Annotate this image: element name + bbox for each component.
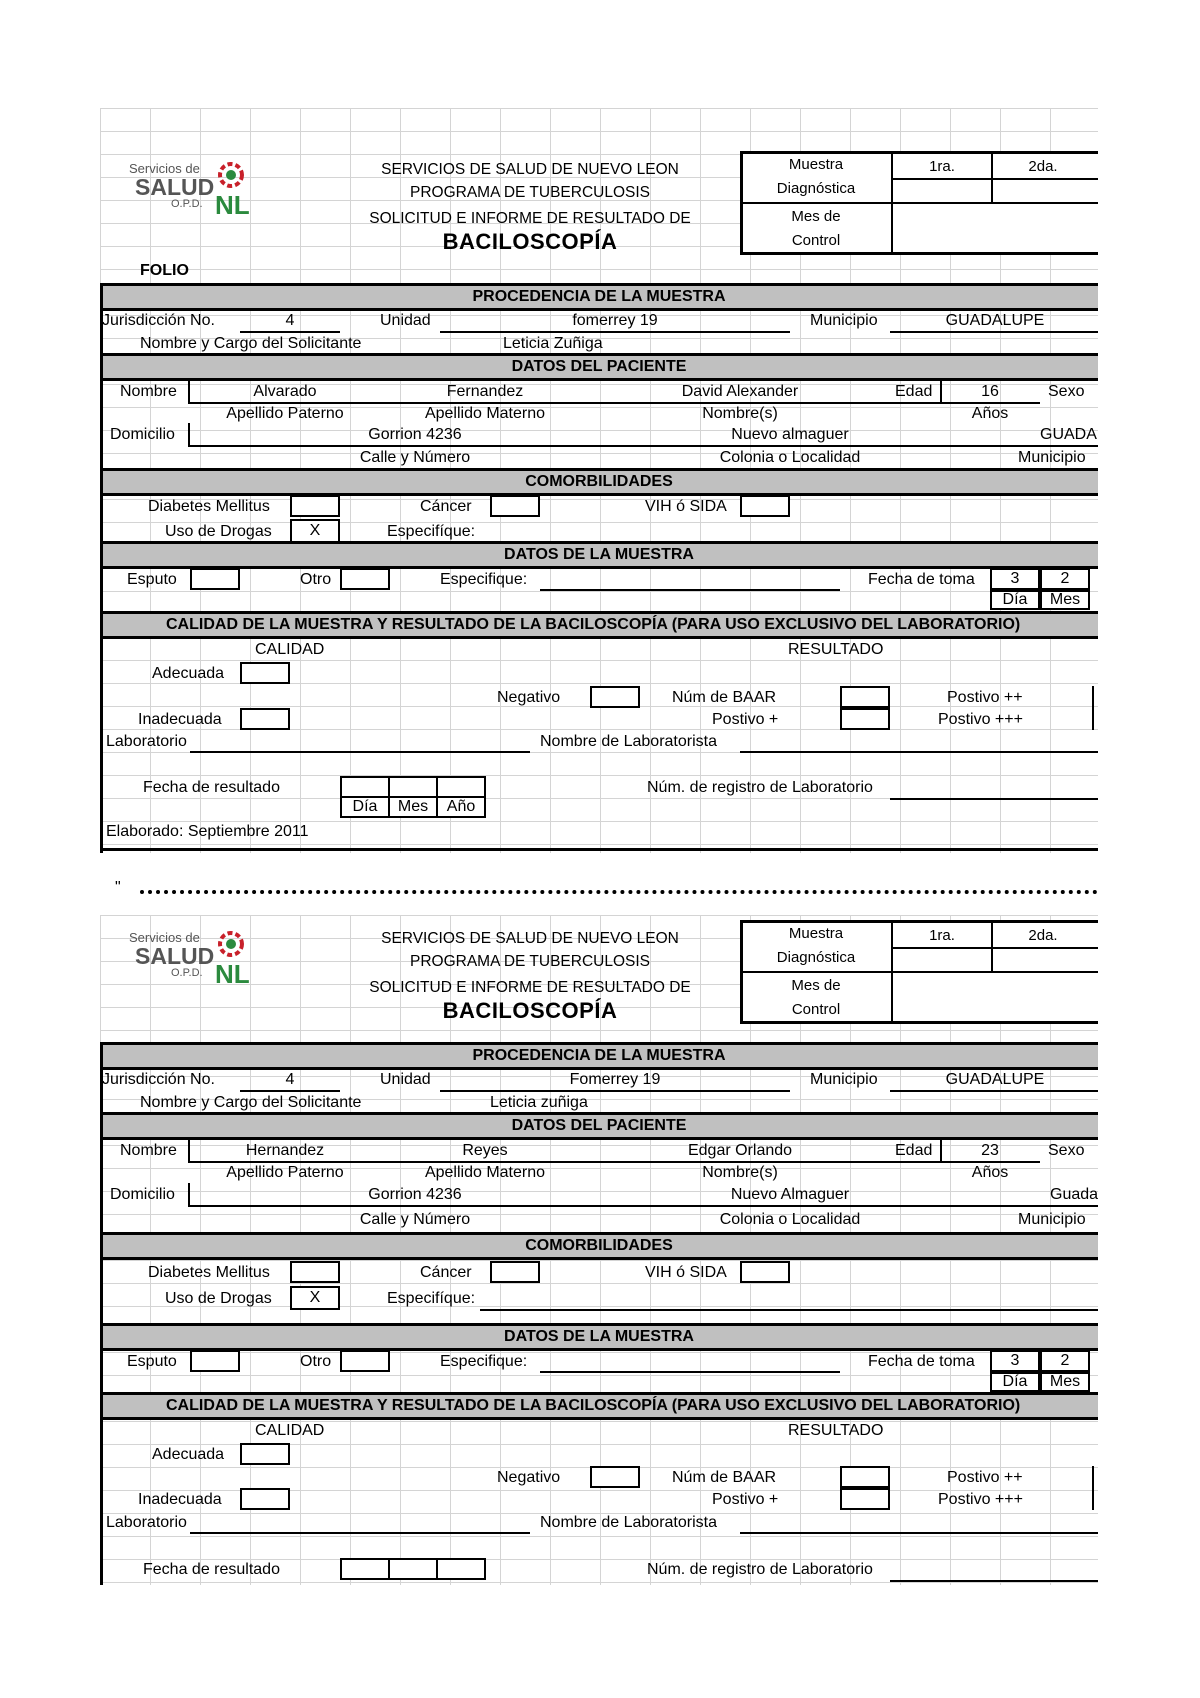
vih-label: VIH ó SIDA	[645, 1264, 727, 1281]
laboratorista-label: Nombre de Laboratorista	[540, 733, 717, 750]
header-line-1: SERVICIOS DE SALUD DE NUEVO LEON	[381, 161, 679, 178]
primera-label: 1ra.	[929, 158, 955, 175]
edad-value[interactable]: 16	[981, 383, 999, 400]
sample-control-box	[740, 151, 1098, 255]
cancer-checkbox[interactable]	[490, 1261, 540, 1283]
vih-checkbox[interactable]	[740, 495, 790, 517]
form-1	[100, 108, 1098, 853]
adecuada-checkbox[interactable]	[240, 662, 290, 684]
positivo1-label: Postivo +	[712, 1491, 779, 1508]
folio-label: FOLIO	[140, 262, 189, 279]
domicilio-label: Domicilio	[110, 1186, 175, 1203]
fecha-res-dia-caption: Día	[340, 796, 390, 818]
fecha-res-anio[interactable]	[436, 1558, 486, 1580]
drogas-checkbox[interactable]: X	[290, 519, 340, 543]
inadecuada-checkbox[interactable]	[240, 708, 290, 730]
section-muestra: DATOS DE LA MUESTRA	[100, 1323, 1098, 1351]
muestra-label: Muestra	[788, 156, 844, 173]
mes-de-label: Mes de	[791, 977, 841, 994]
logo-text: Servicios de	[129, 930, 200, 945]
fecha-toma-dia-caption: Día	[990, 1372, 1040, 1392]
unidad-value[interactable]: Fomerrey 19	[569, 1071, 661, 1088]
unidad-label: Unidad	[380, 1071, 431, 1088]
fecha-res-mes[interactable]	[388, 1558, 438, 1580]
cancer-label: Cáncer	[420, 1264, 472, 1281]
sexo-label: Sexo	[1048, 1142, 1085, 1159]
colonia-value[interactable]: Nuevo Almaguer	[730, 1186, 850, 1203]
laboratorio-label: Laboratorio	[106, 733, 187, 750]
resultado-label: RESULTADO	[788, 1422, 884, 1439]
segunda-label: 2da.	[1028, 158, 1058, 175]
diagnostica-label: Diagnóstica	[776, 180, 856, 197]
anios-caption: Años	[971, 1164, 1009, 1181]
otro-checkbox[interactable]	[340, 1350, 390, 1372]
jurisdiccion-label: Jurisdicción No.	[102, 312, 215, 329]
municipio-label: Municipio	[810, 312, 878, 329]
calle-value[interactable]: Gorrion 4236	[368, 1186, 462, 1203]
section-calidad: CALIDAD DE LA MUESTRA Y RESULTADO DE LA BACILOSCOPÍA (PARA USO EXCLUSIVO DEL LABORATORIO)	[100, 1392, 1098, 1420]
adecuada-checkbox[interactable]	[240, 1443, 290, 1465]
header-line-2: PROGRAMA DE TUBERCULOSIS	[409, 184, 650, 201]
fecha-toma-mes[interactable]: 2	[1040, 1350, 1090, 1372]
jurisdiccion-value[interactable]: 4	[285, 1071, 295, 1088]
solicitante-label: Nombre y Cargo del Solicitante	[140, 335, 362, 352]
solicitante-label: Nombre y Cargo del Solicitante	[140, 1094, 362, 1111]
municipio-dom-value[interactable]: Guada	[1050, 1186, 1098, 1203]
diabetes-checkbox[interactable]	[290, 495, 340, 517]
num-baar-box[interactable]	[840, 1466, 890, 1488]
fecha-resultado-label: Fecha de resultado	[143, 1561, 280, 1578]
municipio-label: Municipio	[810, 1071, 878, 1088]
diabetes-label: Diabetes Mellitus	[148, 498, 270, 515]
jurisdiccion-value[interactable]: 4	[285, 312, 295, 329]
colonia-caption: Colonia o Localidad	[719, 1211, 861, 1228]
fecha-toma-dia[interactable]: 3	[990, 1350, 1040, 1372]
muestra-label: Muestra	[788, 925, 844, 942]
logo-opd: O.P.D.	[171, 967, 203, 979]
section-muestra: DATOS DE LA MUESTRA	[100, 541, 1098, 569]
cancer-label: Cáncer	[420, 498, 472, 515]
vih-label: VIH ó SIDA	[645, 498, 727, 515]
mes-de-label: Mes de	[791, 208, 841, 225]
control-label: Control	[791, 1001, 841, 1018]
calle-value[interactable]: Gorrion 4236	[368, 426, 462, 443]
num-baar-label: Núm de BAAR	[672, 689, 777, 706]
sample-control-box	[740, 920, 1098, 1024]
nombres-caption: Nombre(s)	[702, 405, 778, 422]
laboratorista-label: Nombre de Laboratorista	[540, 1514, 717, 1531]
fecha-res-dia[interactable]	[340, 776, 390, 798]
adecuada-label: Adecuada	[152, 1446, 225, 1463]
drogas-label: Uso de Drogas	[165, 523, 272, 540]
header-line-3: SOLICITUD E INFORME DE RESULTADO DE	[369, 210, 691, 227]
primera-label: 1ra.	[929, 927, 955, 944]
positivo2-label: Postivo ++	[947, 689, 1023, 706]
laboratorio-label: Laboratorio	[106, 1514, 187, 1531]
otro-label: Otro	[300, 1353, 332, 1370]
salud-logo	[125, 160, 260, 220]
nombres-caption: Nombre(s)	[702, 1164, 778, 1181]
section-paciente: DATOS DEL PACIENTE	[100, 1112, 1098, 1140]
registro-label: Núm. de registro de Laboratorio	[647, 779, 873, 796]
esputo-checkbox[interactable]	[190, 568, 240, 590]
diagnostica-label: Diagnóstica	[776, 949, 856, 966]
logo-salud: SALUD	[135, 943, 215, 969]
fecha-res-dia[interactable]	[340, 1558, 390, 1580]
ap-materno-caption: Apellido Materno	[424, 1164, 546, 1181]
domicilio-label: Domicilio	[110, 426, 175, 443]
elaborado-label: Elaborado: Septiembre 2011	[106, 823, 309, 840]
calle-caption: Calle y Número	[359, 449, 471, 466]
diabetes-checkbox[interactable]	[290, 1261, 340, 1283]
fecha-toma-mes-caption: Mes	[1040, 590, 1090, 610]
positivo1-box[interactable]	[840, 708, 890, 730]
fecha-res-anio-caption: Año	[436, 796, 486, 818]
solicitante-value[interactable]: Leticia zuñiga	[490, 1094, 588, 1111]
form-2	[100, 915, 1098, 1585]
negativo-checkbox[interactable]	[590, 1466, 640, 1488]
cancer-checkbox[interactable]	[490, 495, 540, 517]
esputo-checkbox[interactable]	[190, 1350, 240, 1372]
edad-value[interactable]: 23	[981, 1142, 999, 1159]
calle-caption: Calle y Número	[359, 1211, 471, 1228]
section-paciente: DATOS DEL PACIENTE	[100, 353, 1098, 381]
ap-paterno-value[interactable]: Hernandez	[245, 1142, 325, 1159]
logo-nl: NL	[215, 190, 250, 220]
calidad-label: CALIDAD	[255, 1422, 325, 1439]
page-title: BACILOSCOPÍA	[442, 998, 618, 1023]
logo-nl: NL	[215, 959, 250, 989]
negativo-checkbox[interactable]	[590, 686, 640, 708]
especifique2-label: Especifique:	[440, 1353, 528, 1370]
nombre-label: Nombre	[120, 383, 177, 400]
section-comorbilidades: COMORBILIDADES	[100, 468, 1098, 496]
positivo3-label: Postivo +++	[938, 711, 1023, 728]
drogas-label: Uso de Drogas	[165, 1290, 272, 1307]
ap-paterno-value[interactable]: Alvarado	[253, 383, 317, 400]
negativo-label: Negativo	[497, 1469, 561, 1486]
flower-icon	[213, 929, 249, 963]
negativo-label: Negativo	[497, 689, 561, 706]
municipio-dom-value[interactable]: GUADA	[1040, 426, 1097, 443]
fecha-res-anio[interactable]	[436, 776, 486, 798]
especifique-label: Especifíque:	[387, 1290, 476, 1307]
fecha-res-mes-caption: Mes	[388, 796, 438, 818]
colonia-caption: Colonia o Localidad	[719, 449, 861, 466]
anios-caption: Años	[971, 405, 1009, 422]
diabetes-label: Diabetes Mellitus	[148, 1264, 270, 1281]
section-procedencia: PROCEDENCIA DE LA MUESTRA	[100, 1042, 1098, 1070]
logo-text: Servicios de	[129, 161, 200, 176]
calidad-label: CALIDAD	[255, 641, 325, 658]
fecha-res-mes[interactable]	[388, 776, 438, 798]
municipio-dom-caption: Municipio	[1018, 449, 1086, 466]
header-line-3: SOLICITUD E INFORME DE RESULTADO DE	[369, 979, 691, 996]
nombres-value[interactable]: Edgar Orlando	[687, 1142, 793, 1159]
fecha-toma-mes[interactable]: 2	[1040, 568, 1090, 590]
especifique-label: Especifíque:	[387, 523, 476, 540]
section-comorbilidades: COMORBILIDADES	[100, 1232, 1098, 1260]
segunda-label: 2da.	[1028, 927, 1058, 944]
edad-label: Edad	[895, 383, 933, 400]
cut-line	[140, 890, 1098, 894]
inadecuada-label: Inadecuada	[138, 1491, 222, 1508]
ap-materno-caption: Apellido Materno	[424, 405, 546, 422]
registro-label: Núm. de registro de Laboratorio	[647, 1561, 873, 1578]
ap-paterno-caption: Apellido Paterno	[226, 405, 344, 422]
fecha-toma-mes-caption: Mes	[1040, 1372, 1090, 1392]
inadecuada-label: Inadecuada	[138, 711, 222, 728]
fecha-toma-dia-caption: Día	[990, 590, 1040, 610]
unidad-value[interactable]: fomerrey 19	[572, 312, 658, 329]
drogas-checkbox[interactable]: X	[290, 1286, 340, 1310]
resultado-label: RESULTADO	[788, 641, 884, 658]
positivo1-box[interactable]	[840, 1488, 890, 1510]
section-calidad: CALIDAD DE LA MUESTRA Y RESULTADO DE LA BACILOSCOPÍA (PARA USO EXCLUSIVO DEL LABORATORIO)	[100, 611, 1098, 639]
num-baar-label: Núm de BAAR	[672, 1469, 777, 1486]
fecha-toma-label: Fecha de toma	[868, 1353, 975, 1370]
page-title: BACILOSCOPÍA	[442, 229, 618, 254]
colonia-value[interactable]: Nuevo almaguer	[731, 426, 849, 443]
flower-icon	[213, 160, 249, 194]
positivo2-label: Postivo ++	[947, 1469, 1023, 1486]
otro-checkbox[interactable]	[340, 568, 390, 590]
fecha-toma-dia[interactable]: 3	[990, 568, 1040, 590]
ap-materno-value[interactable]: Fernandez	[446, 383, 524, 400]
nombres-value[interactable]: David Alexander	[681, 383, 799, 400]
logo-opd: O.P.D.	[171, 198, 203, 210]
ap-materno-value[interactable]: Reyes	[462, 1142, 508, 1159]
quote-mark: "	[115, 879, 121, 896]
salud-logo	[125, 929, 260, 989]
vih-checkbox[interactable]	[740, 1261, 790, 1283]
edad-label: Edad	[895, 1142, 933, 1159]
otro-label: Otro	[300, 571, 332, 588]
especifique2-label: Especifique:	[440, 571, 528, 588]
positivo1-label: Postivo +	[712, 711, 779, 728]
sexo-label: Sexo	[1048, 383, 1085, 400]
header-line-2: PROGRAMA DE TUBERCULOSIS	[409, 953, 650, 970]
ap-paterno-caption: Apellido Paterno	[226, 1164, 344, 1181]
municipio-value[interactable]: GUADALUPE	[945, 312, 1045, 329]
fecha-resultado-label: Fecha de resultado	[143, 779, 280, 796]
header-line-1: SERVICIOS DE SALUD DE NUEVO LEON	[381, 930, 679, 947]
num-baar-box[interactable]	[840, 686, 890, 708]
fecha-toma-label: Fecha de toma	[868, 571, 975, 588]
unidad-label: Unidad	[380, 312, 431, 329]
adecuada-label: Adecuada	[152, 665, 225, 682]
nombre-label: Nombre	[120, 1142, 177, 1159]
esputo-label: Esputo	[127, 571, 177, 588]
positivo3-label: Postivo +++	[938, 1491, 1023, 1508]
esputo-label: Esputo	[127, 1353, 177, 1370]
inadecuada-checkbox[interactable]	[240, 1488, 290, 1510]
municipio-value[interactable]: GUADALUPE	[945, 1071, 1045, 1088]
section-procedencia: PROCEDENCIA DE LA MUESTRA	[100, 283, 1098, 311]
jurisdiccion-label: Jurisdicción No.	[102, 1071, 215, 1088]
logo-salud: SALUD	[135, 174, 215, 200]
control-label: Control	[791, 232, 841, 249]
solicitante-value[interactable]: Leticia Zuñiga	[503, 335, 603, 352]
municipio-dom-caption: Municipio	[1018, 1211, 1086, 1228]
